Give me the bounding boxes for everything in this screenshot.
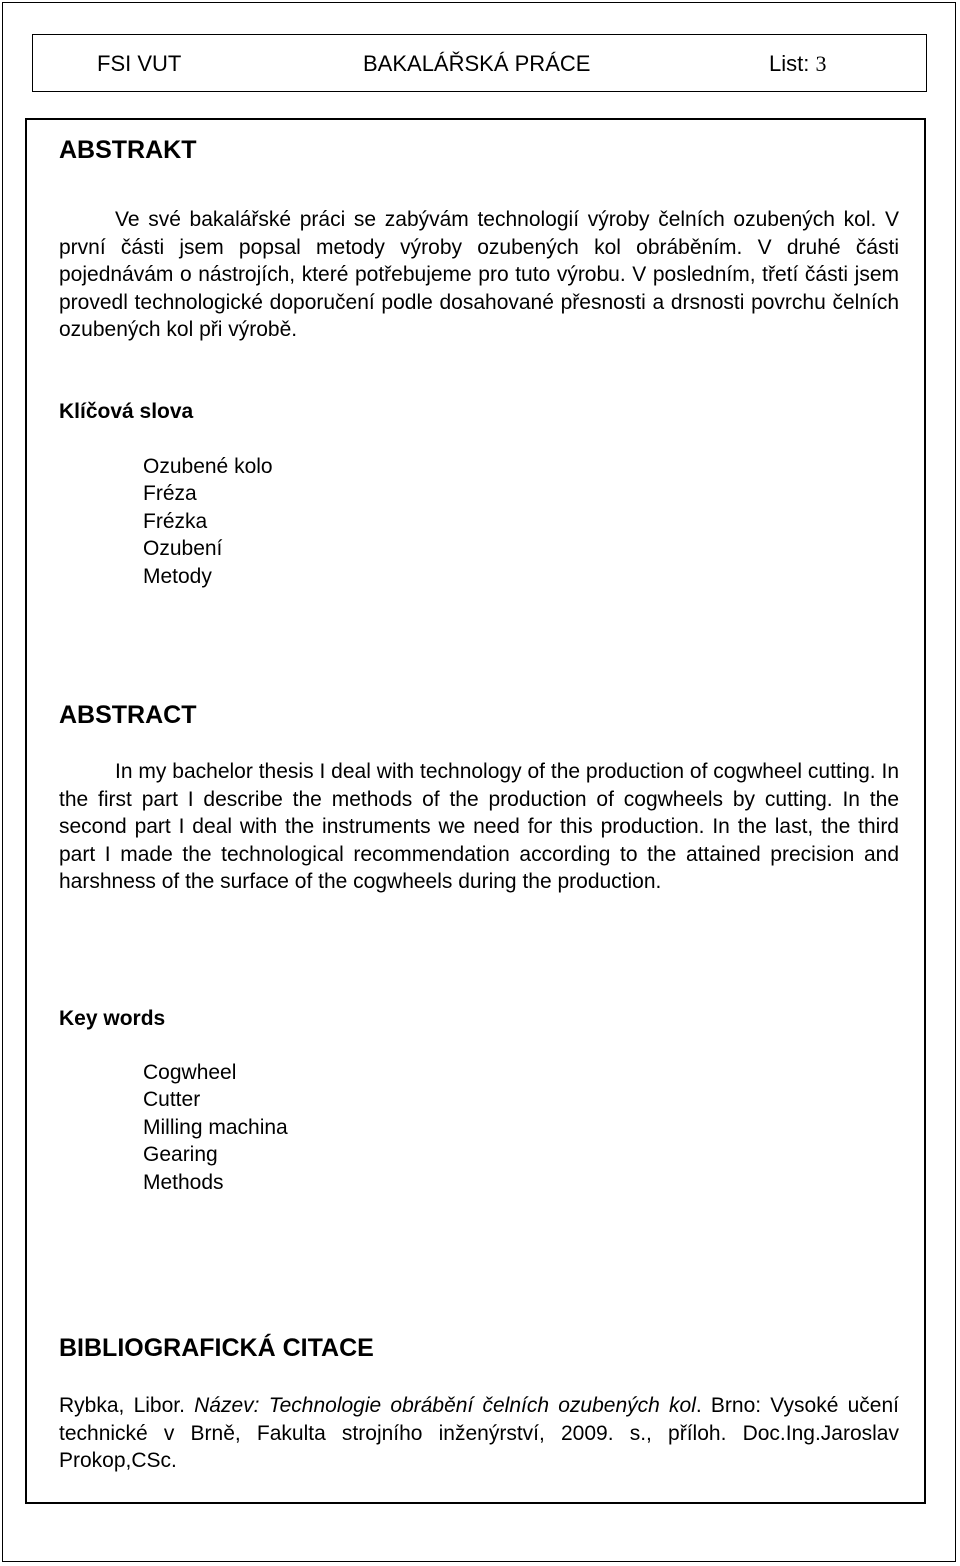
page-header <box>32 34 927 92</box>
keyword-item: Methods <box>143 1170 224 1194</box>
keyword-item: Milling machina <box>143 1115 288 1139</box>
citation-paragraph <box>59 1392 899 1475</box>
klicova-slova-heading: Klíčová slova <box>59 400 194 423</box>
key-words-list <box>143 1059 288 1196</box>
keyword-item: Cogwheel <box>143 1061 237 1084</box>
abstrakt-paragraph: Ve své bakalářské práci se zabývám technologií výroby čelních ozubených kol. V první části jsem popsal metody výroby ozubených kol obráběním. V druhé části pojednávám o nástrojích, které potřebujeme pro tuto výrobu. V posledním, třetí části jsem provedl technologické doporučení podle dosahované přesnosti a drsnosti povrchu čelních ozubených kol při výrobě. <box>59 208 899 341</box>
abstrakt-heading: ABSTRAKT <box>59 136 197 164</box>
keyword-item: Ozubené kolo <box>143 455 273 478</box>
keyword-item: Ozubení <box>143 537 223 561</box>
document-type-label: BAKALÁŘSKÁ PRÁCE <box>363 51 591 76</box>
keyword-item: Cutter <box>143 1088 201 1112</box>
key-words-heading: Key words <box>59 1007 166 1030</box>
abstract-paragraph: In my bachelor thesis I deal with technology of the production of cogwheel cutting. In the first part I describe the methods of the production of cogwheels by cutting. In the second part I deal with the instruments we need for this production. In the last, the third part I made the technological recommendation according to the attained precision and harshness of the surface of the cogwheels during the production. <box>59 760 899 893</box>
keyword-item: Fréza <box>143 482 197 506</box>
keyword-item: Frézka <box>143 509 208 533</box>
citation-author: Rybka, Libor. <box>59 1394 195 1417</box>
page-number <box>769 51 826 77</box>
abstract-heading: ABSTRACT <box>59 701 197 729</box>
page-number-label: List: <box>769 51 810 76</box>
faculty-label: FSI VUT <box>97 51 182 76</box>
page-number-value: 3 <box>815 51 827 76</box>
citation-details: . Brno: Vysoké učení technické v Brně, Fakulta strojního inženýrství, 2009. s., příloh. Doc.Ing.Jaroslav Prokop,CSc. <box>59 1394 899 1472</box>
citation-title: Název: Technologie obrábění čelních ozubených kol <box>194 1394 696 1417</box>
content-box <box>25 118 926 1504</box>
keyword-item: Metody <box>143 564 212 588</box>
citace-heading: BIBLIOGRAFICKÁ CITACE <box>59 1334 374 1362</box>
keyword-item: Gearing <box>143 1143 218 1167</box>
klicova-slova-list <box>143 453 273 590</box>
